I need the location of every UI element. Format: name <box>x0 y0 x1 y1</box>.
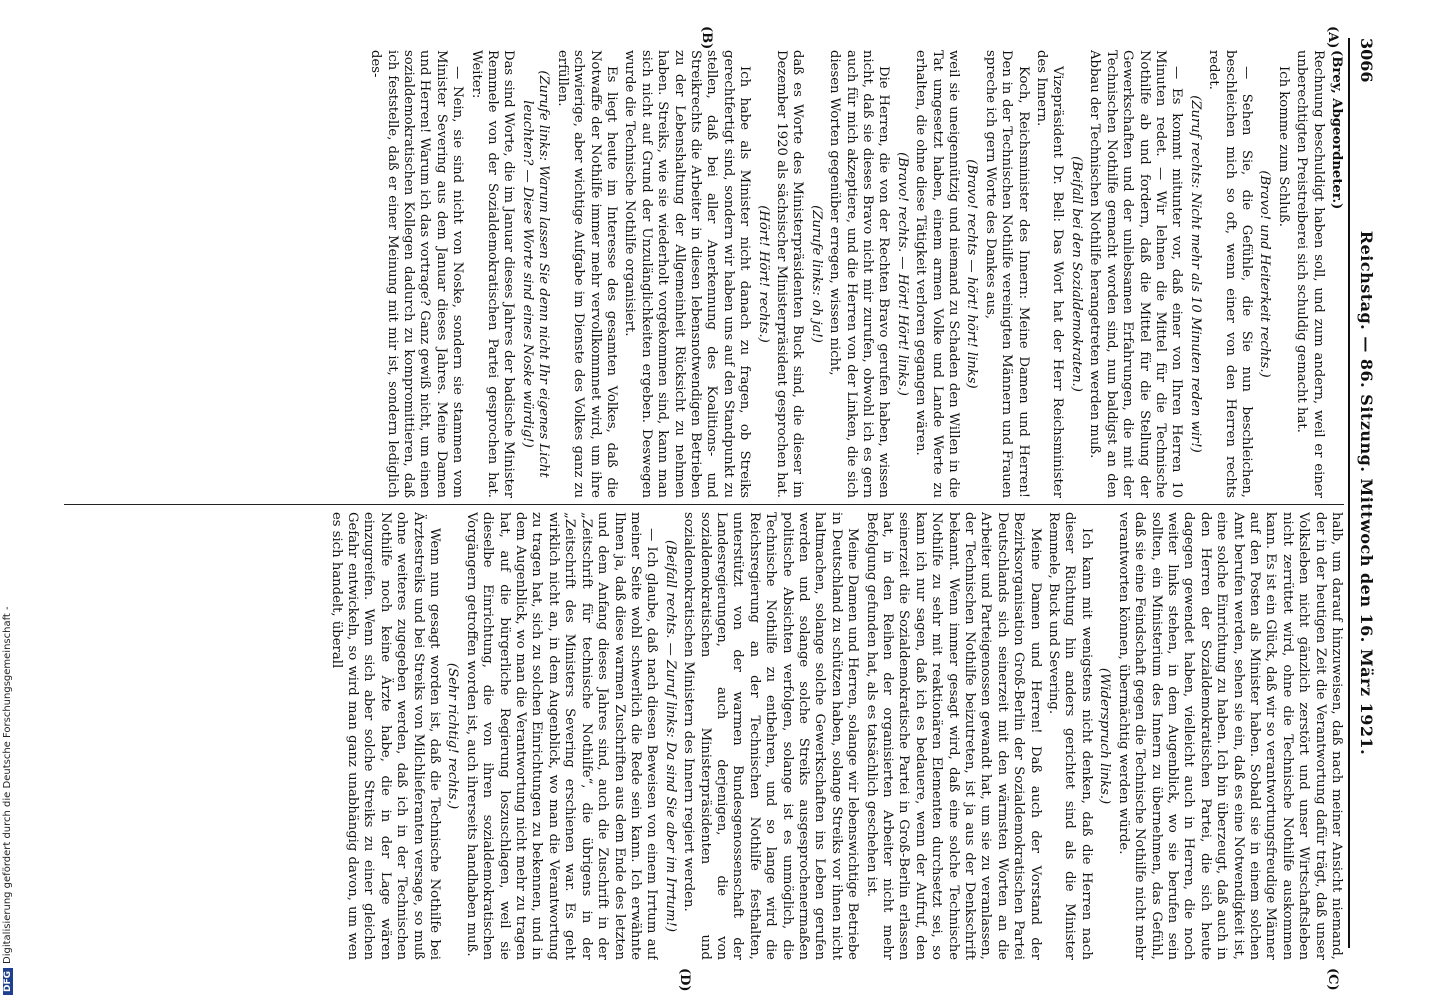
interjection: (Zurufe links: oh ja!) <box>808 205 824 343</box>
interjection: (Widerspruch links.) <box>1097 667 1113 805</box>
right-column <box>54 512 1344 960</box>
paragraph: Ich kann mit wenigstens nicht denken, daß die Herren nach dieser Richtung hin anders gerichtet sind als die Minister Remmele, Buck und Severing. <box>1046 512 1094 960</box>
header-rule <box>1348 38 1350 948</box>
interjection: (Zurufe links: Warum lassen Sie denn nicht Ihr eigenes Licht leuchten? — Diese Worte sind eines Noske würdig!) <box>519 70 552 478</box>
paragraph: Wenn nun gesagt worden ist, daß die Technische Nothilfe bei Ärztestreiks und bei Streiks von Milchlieferanten versage, so muß ohne weiteres zugegeben werden, daß ich in der Technischen Nothilfe noch keine Ärzte habe, die in der Lage wären einzugreifen. Wenn sich aber solche Streiks zu einer gleichen Gefahr entwickeln, so wird man ganz unabhängig davon, um wen es sich handelt, überall <box>328 512 443 960</box>
paragraph: halb, um darauf hinzuweisen, daß nach meiner Ansicht niemand, der in der heutigen Zeit die Verantwortung dafür trägt, daß unser Volksleben nicht gänzlich zerstört und unser Wirtschaftsleben nicht zerrüttet wird, ohne die Technische Nothilfe auskommen kann. Es ist ein Glück, daß wir so verantwortungsfreudige Männer auf den Posten als Minister haben. Sobald sie in einem solchen Amt berufen werden, sehen sie ein, daß es eine Notwendigkeit ist, eine solche Einrichtung zu haben. Ich bin überzeugt, daß auch in den Herren der Sozialdemokratischen Partei, die sich heute dagegen gewendet haben, vielleicht auch in Herren, die noch weiter links stehen, in dem Augenblick, wo sie berufen sein sollten, ein Ministerium des Innern zu übernehmen, das Gefühl, daß sie eine Feindschaft gegen die Technische Nothilfe nicht mehr verantworten können, übermächtig werden würde. <box>1115 512 1344 960</box>
paragraph: Meine Damen und Herren! Daß auch der Vorstand der Bezirksorganisation Groß-Berlin der Sozialdemokratischen Partei Deutschlands sich seinerzeit mit den wärmsten Worten an die Arbeiter und Parteigenossen gewandt hat, um sie zu veranlassen, der Technischen Nothilfe beizutreten, ist ja aus der Denkschrift bekannt. Wenn immer gesagt wird, daß eine solche Technische Nothilfe zu sehr mit reaktionären Elementen durchsetzt sei, so kann ich nur sagen, daß ich es bedauere, wenn der Aufruf, den seinerzeit die Sozialdemokratische Partei in Groß-Berlin erlassen hat, in den Reihen der organisierten Arbeiter nicht mehr Befolgung gefunden hat, als es tatsächlich geschehen ist. <box>863 512 1043 960</box>
paragraph: — Ich glaube, daß nach diesen Beweisen von einem Irrtum auf meiner Seite wohl schwerlich die Rede sein kann. Ich erwähnte Ihnen ja, daß diese warmen Zuschriften aus dem Ende des letzten und dem Anfang dieses Jahres sind, auch die Zuschrift in der „Zeitschrift für technische Nothilfe“, die übrigens in der „Zeitschrift des Ministers Severing erschienen war. Es geht wirklich nicht an, in dem Augenblick, wo man die Verantwortung zu tragen hat, sich zu solchen Einrichtungen zu bekennen, und in dem Augenblick, wo man die Verantwortung nicht mehr zu tragen hat, auf die bürgerliche Regierung loszuschlagen, weil sie dieselbe Einrichtung, die von ihren sozialdemokratischen Vorgängern getroffen worden ist, auch ihrerseits handhaben muß. <box>463 512 660 960</box>
paragraph: — Sehen Sie, die Gefühle, die Sie nun beschleichen, beschleichen mich so oft, wenn einer von den Herren rechts redet. <box>1206 50 1254 498</box>
paragraph: Meine Damen und Herren, solange wir lebenswichtige Betriebe in Deutschland zu schützen haben, solange Streiks vor ihnen nicht haltmachen, solange solche Gewerkschaften ins Leben gerufen werden und solange solche Streiks ausgesprochenermaßen politische Absichten verfolgen, solange ist es unmöglich, die Technische Nothilfe zu entbehren, und so lange wird die Reichsregierung an der Technischen Nothilfe festhalten, unterstützt von der warmen Bundesgenossenschaft der Landesregierungen, auch derjenigen, die von sozialdemokratischen Ministerpräsidenten und sozialdemokratischen Ministern des Innern regiert werden. <box>681 512 861 960</box>
interjection: (Beifall rechts. — Zuruf links: Da sind Sie aber im Irrtum!) <box>662 540 678 932</box>
page-number: 3066 <box>1357 38 1376 83</box>
interjection: (Hört! Hört! rechts.) <box>755 205 771 343</box>
paragraph: Das sind Worte, die im Januar dieses Jahres der badische Minister Remmele von der Sozialdemokratischen Partei gesprochen hat. Weiter: <box>468 50 517 498</box>
interjection: (Bravo! rechts — hört! hört! links) <box>964 159 980 389</box>
speaker-line: (Brey, Abgeordneter.) <box>1329 50 1344 210</box>
interjection: (Bravo! rechts. — Hört! Hört! links.) <box>894 152 910 396</box>
interjection: (Sehr richtig! rechts.) <box>445 662 461 810</box>
paragraph: Ich komme zum Schluß. <box>1275 66 1291 227</box>
interjection: (Bravo! und Heiterkeit rechts.) <box>1257 170 1273 378</box>
paragraph: Rechnung beschuldigt haben soll, und zum andern, weil er einer unberechtigten Preistreiberei sich schuldig gemacht hat. <box>1294 50 1326 498</box>
margin-mark-a: (A) <box>1325 26 1340 49</box>
credit-text: Digitalisierung gefördert durch die Deutsche Forschungsgemeinschaft - <box>2 606 13 964</box>
margin-mark-b: (B) <box>699 26 714 50</box>
margin-mark-d: (D) <box>677 968 692 992</box>
paragraph: — Nein, sie sind nicht von Noske, sondern sie stammen vom Minister Severing aus dem Januar dieses Jahres. Meine Damen und Herren! Warum ich das vortrage? Ganz gewiß nicht, um einen sozialdemokratischen Kollegen dadurch zu kompromittieren, daß ich feststelle, daß er einer Meinung mit mir ist, sondern lediglich des- <box>368 50 466 498</box>
page-header <box>1350 38 1374 948</box>
digitization-credit <box>2 5 16 995</box>
interjection: (Zuruf rechts: Nicht mehr als 10 Minuten reden wir!) <box>1187 95 1203 453</box>
column-divider <box>64 504 1344 505</box>
rotated-document-page <box>12 0 1392 1000</box>
left-column <box>54 50 1344 498</box>
paragraph: Ich habe als Minister nicht danach zu fragen, ob Streiks gerechtfertigt sind, sondern wir haben uns auf den Standpunkt zu stellen, daß bei aller Anerkennung des Koalitions- und Streikrechts die Arbeiter in diesen lebensnotwendigen Betrieben zu der Lebenshaltung der Allgemeinheit Rücksicht zu nehmen haben. Streiks, wie sie wiederholt vorgekommen sind, kann man sich nicht auf Grund der Unzulänglichkeiten ergeben. Deswegen wurde die Technische Nothilfe organisiert. <box>622 50 753 498</box>
paragraph: weil sie uneigennützig und niemand zu Schaden den Willen in die Tat umgesetzt haben, einem armen Volke und Lande Werte zu erhalten, die ohne diese Tätigkeit verloren gegangen wären. <box>913 50 962 498</box>
margin-mark-c: (C) <box>1325 968 1340 991</box>
paragraph: Es liegt heute im Interesse des gesamten Volkes, daß die Notwaffe der Nothilfe immer mehr vervollkommnet wird, um ihre schwierige, aber wichtige Aufgabe im Dienste des Volkes ganz zu erfüllen. <box>554 50 619 498</box>
dfg-logo-icon: DFG <box>3 968 13 995</box>
header-title: Reichstag. — 86. Sitzung. Mittwoch den 16. März 1921. <box>1357 230 1376 756</box>
paragraph: Die Herren, die von der Rechten Bravo gerufen haben, wissen nicht, daß sie dieses Bravo nicht mir zurufen, obwohl ich es gern auch für mich akzeptiere, und die Herren von der Linken, die sich diesen Worten gegenüber erregen, wissen nicht, <box>827 50 892 498</box>
paragraph: Vizepräsident Dr. Bell: Das Wort hat der Herr Reichsminister des Innern. <box>1034 50 1066 498</box>
paragraph: Koch, Reichsminister des Innern: Meine Damen und Herren! Den in der Technischen Nothilfe vereinigten Männern und Frauen spreche ich gern Worte des Dankes aus, <box>982 50 1031 498</box>
interjection: (Beifall bei den Sozialdemokraten.) <box>1068 156 1084 392</box>
paragraph: — Es kommt mitunter vor, daß einer von Ihren Herren 10 Minuten redet. — Wir lehnen die Mittel für die Technische Nothilfe ab und fordern, daß die Mittel für die Stellung der Gewerkschaften und der unliebsamen Erfahrungen, die mit der Technischen Nothilfe gemacht worden sind, nun baldigst an den Abbau der Technischen Nothilfe herangetreten werden muß. <box>1087 50 1185 498</box>
paragraph: daß es Worte des Ministerpräsidenten Buck sind, die dieser im Dezember 1920 als sächsischer Ministerpräsident gesprochen hat. <box>774 50 806 498</box>
